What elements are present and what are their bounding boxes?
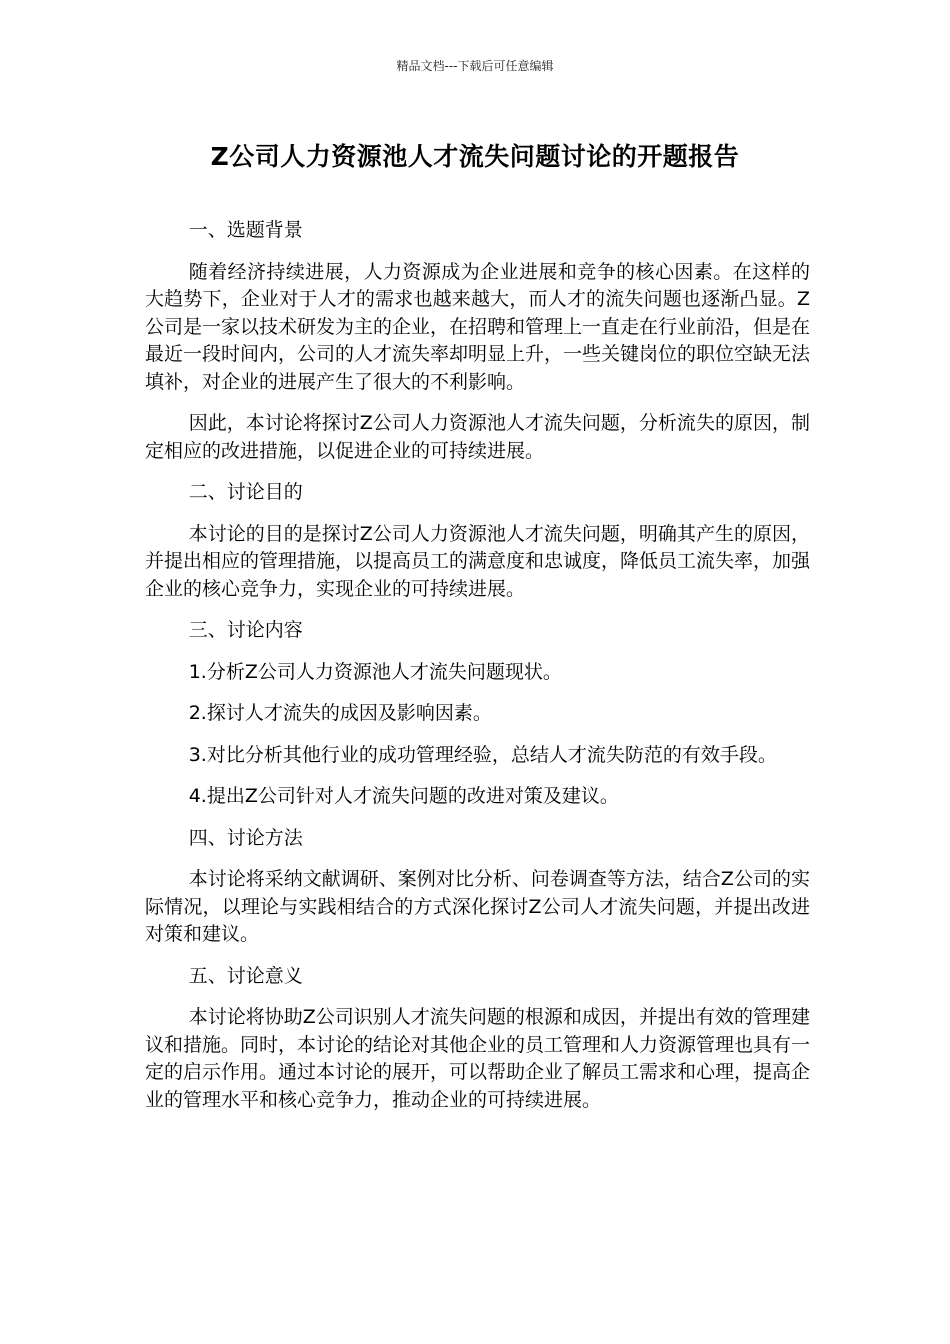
content-item-3: 3.对比分析其他行业的成功管理经验，总结人才流失防范的有效手段。 [188,743,777,766]
document-title: Z公司人力资源池人才流失问题讨论的开题报告 [210,142,740,171]
section-heading-method: 四、讨论方法 [188,826,303,849]
section-heading-significance: 五、讨论意义 [188,964,303,987]
section-heading-content: 三、讨论内容 [188,619,303,641]
document-body [145,217,810,1128]
section-heading-purpose: 二、讨论目的 [188,481,303,503]
paragraph-purpose: 本讨论的目的是探讨Z公司人力资源池人才流失问题，明确其产生的原因，并提出相应的管理措施，以提高员工的满意度和忠诚度，降低员工流失率，加强企业的核心竞争力，实现企业的可持续进展。 [145,522,811,600]
paragraph-method: 本讨论将采纳文献调研、案例对比分析、问卷调查等方法，结合Z公司的实际情况，以理论与实践相结合的方式深化探讨Z公司人才流失问题，并提出改进对策和建议。 [145,868,810,945]
content-item-4: 4.提出Z公司针对人才流失问题的改进对策及建议。 [188,785,619,807]
paragraph-background-summary: 因此，本讨论将探讨Z公司人力资源池人才流失问题，分析流失的原因，制定相应的改进措施，以促进企业的可持续进展。 [145,412,810,462]
content-item-1: 1.分析Z公司人力资源池人才流失问题现状。 [188,660,562,683]
content-item-2: 2.探讨人才流失的成因及影响因素。 [188,702,492,724]
page-header-note: 精品文档---下载后可任意编辑 [396,59,554,73]
section-heading-background: 一、选题背景 [188,219,303,241]
paragraph-significance: 本讨论将协助Z公司识别人才流失问题的根源和成因，并提出有效的管理建议和措施。同时，本讨论的结论对其他企业的员工管理和人力资源管理也具有一定的启示作用。通过本讨论的展开，可以帮助企业了解员工需求和心理，提高企业的管理水平和核心竞争力，推动企业的可持续进展。 [145,1006,811,1111]
paragraph-background: 随着经济持续进展，人力资源成为企业进展和竞争的核心因素。在这样的大趋势下，企业对于人才的需求也越来越大，而人才的流失问题也逐渐凸显。Z公司是一家以技术研发为主的企业，在招聘和管理上一直走在行业前沿，但是在最近一段时间内，公司的人才流失率却明显上升，一些关键岗位的职位空缺无法填补，对企业的进展产生了很大的不利影响。 [145,260,811,393]
